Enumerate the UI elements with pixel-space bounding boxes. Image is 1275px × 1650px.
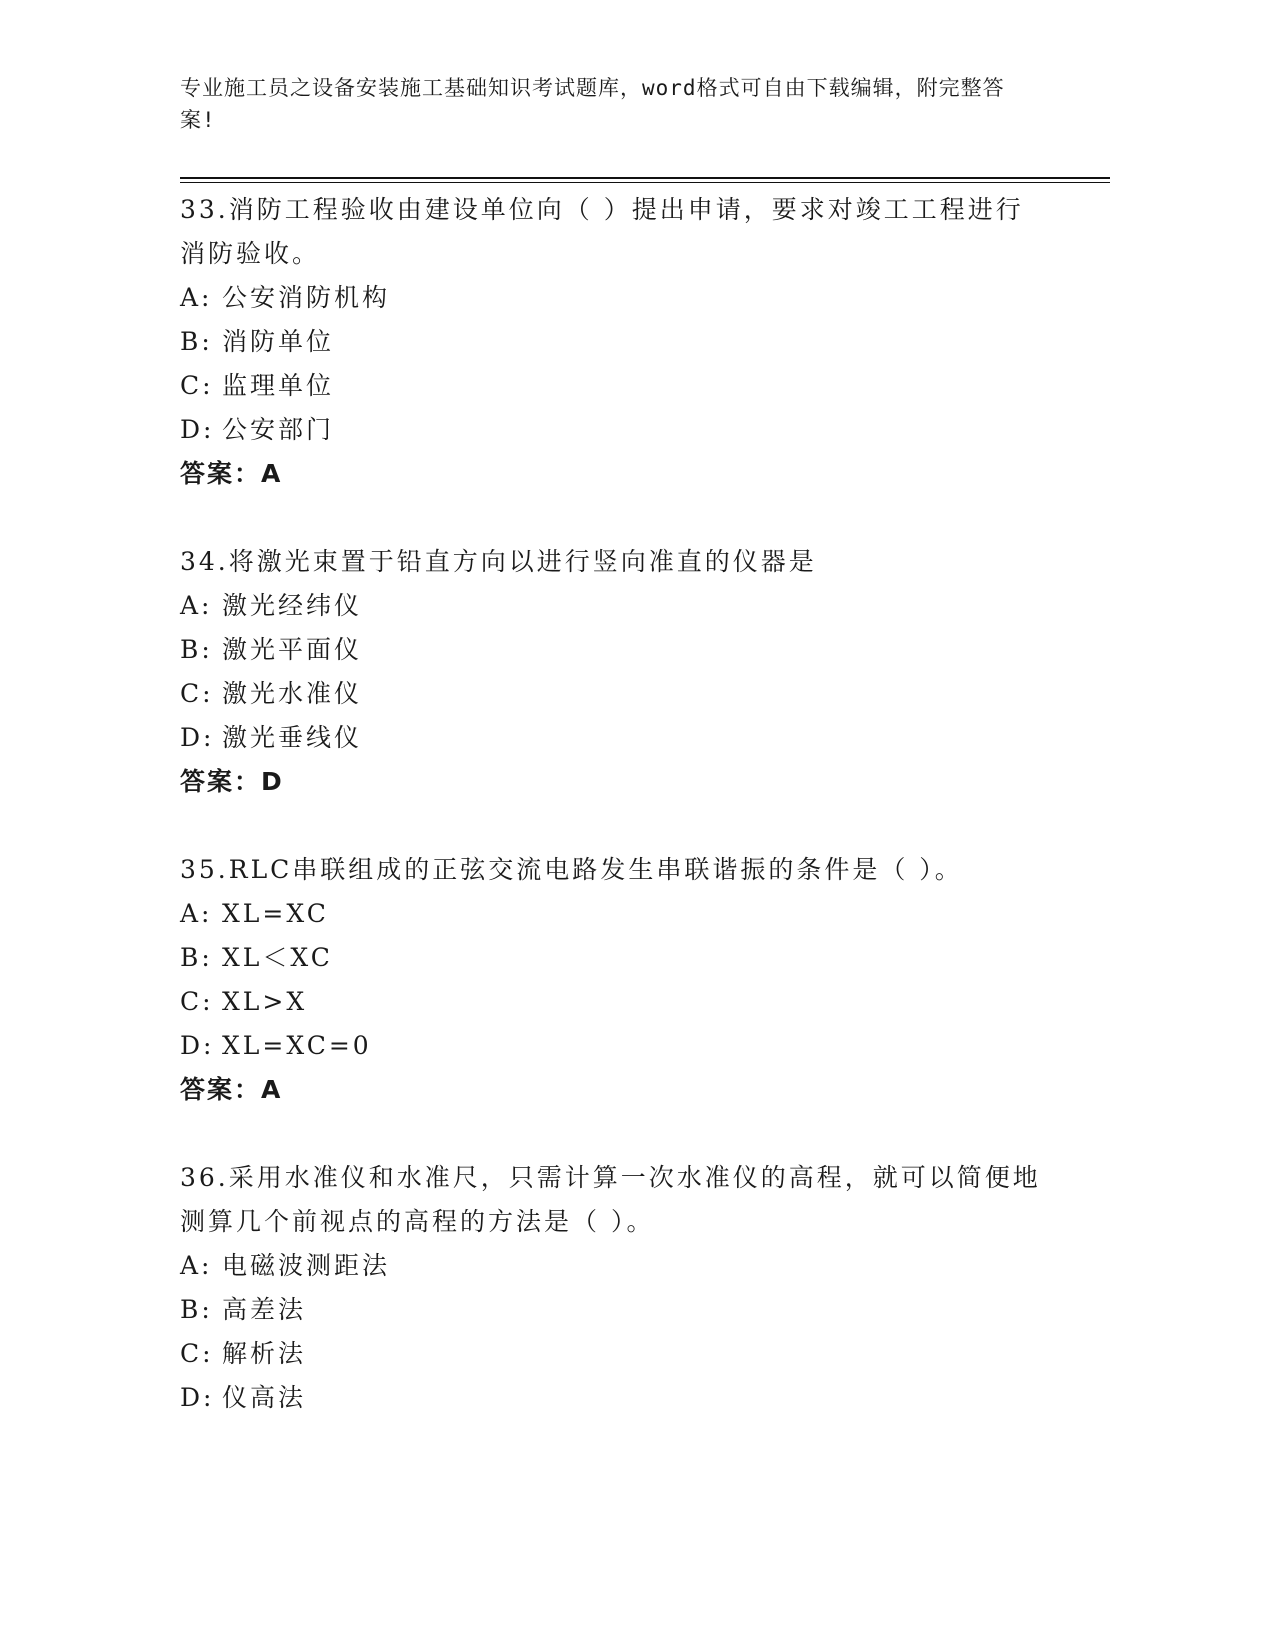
option-text: 解析法 [222,1339,307,1368]
option-text: 高差法 [222,1295,307,1324]
option-text: XL=XC=0 [222,1031,372,1060]
option-letter: D: [180,1383,215,1412]
option-b [180,936,1110,980]
option-letter: C: [180,987,214,1016]
answer-line: 答案：A [180,1075,283,1104]
option-letter: A: [180,283,213,312]
question-36 [180,1156,1110,1420]
option-d [180,1376,1110,1420]
option-letter: D: [180,1031,215,1060]
question-text: 35.RLC串联组成的正弦交流电路发生串联谐振的条件是（ ）。 [180,855,963,884]
option-text: 公安消防机构 [222,283,391,312]
option-d [180,408,1110,452]
option-text: 监理单位 [222,371,335,400]
question-35 [180,848,1110,1112]
question-text: 36.采用水准仪和水准尺，只需计算一次水准仪的高程，就可以简便地测算几个前视点的高程的方法是（ ）。 [180,1163,1041,1236]
header-divider-thick [180,177,1110,179]
option-letter: A: [180,899,213,928]
option-letter: A: [180,1251,213,1280]
option-c [180,364,1110,408]
option-b [180,628,1110,672]
option-letter: C: [180,679,214,708]
option-d [180,1024,1110,1068]
option-text: 激光平面仪 [222,635,363,664]
option-a [180,584,1110,628]
option-letter: B: [180,327,213,356]
option-a [180,276,1110,320]
option-text: 仪高法 [222,1383,307,1412]
option-letter: A: [180,591,213,620]
option-text: XL=XC [222,899,329,928]
option-text: 消防单位 [222,327,335,356]
question-text: 33.消防工程验收由建设单位向（ ）提出申请，要求对竣工工程进行消防验收。 [180,195,1024,268]
answer-line: 答案：D [180,767,284,796]
option-text: 电磁波测距法 [222,1251,391,1280]
option-d [180,716,1110,760]
option-letter: D: [180,415,215,444]
option-c [180,672,1110,716]
question-list [180,188,1110,1464]
option-a [180,1244,1110,1288]
question-34 [180,540,1110,804]
option-letter: D: [180,723,215,752]
option-text: 激光水准仪 [222,679,363,708]
option-letter: C: [180,371,214,400]
option-b [180,1288,1110,1332]
option-text: 公安部门 [222,415,335,444]
document-header: 专业施工员之设备安装施工基础知识考试题库，word格式可自由下载编辑，附完整答案! [180,76,1005,132]
option-b [180,320,1110,364]
answer-line: 答案：A [180,459,283,488]
option-letter: B: [180,943,213,972]
option-text: 激光经纬仪 [222,591,363,620]
option-text: 激光垂线仪 [222,723,363,752]
option-c [180,1332,1110,1376]
option-text: XL>X [222,987,308,1016]
option-letter: C: [180,1339,214,1368]
option-c [180,980,1110,1024]
option-letter: B: [180,635,213,664]
header-divider-thin [180,182,1110,183]
question-33 [180,188,1110,496]
question-text: 34.将激光束置于铅直方向以进行竖向准直的仪器是 [180,547,817,576]
option-text: XL＜XC [222,943,333,972]
option-letter: B: [180,1295,213,1324]
option-a [180,892,1110,936]
